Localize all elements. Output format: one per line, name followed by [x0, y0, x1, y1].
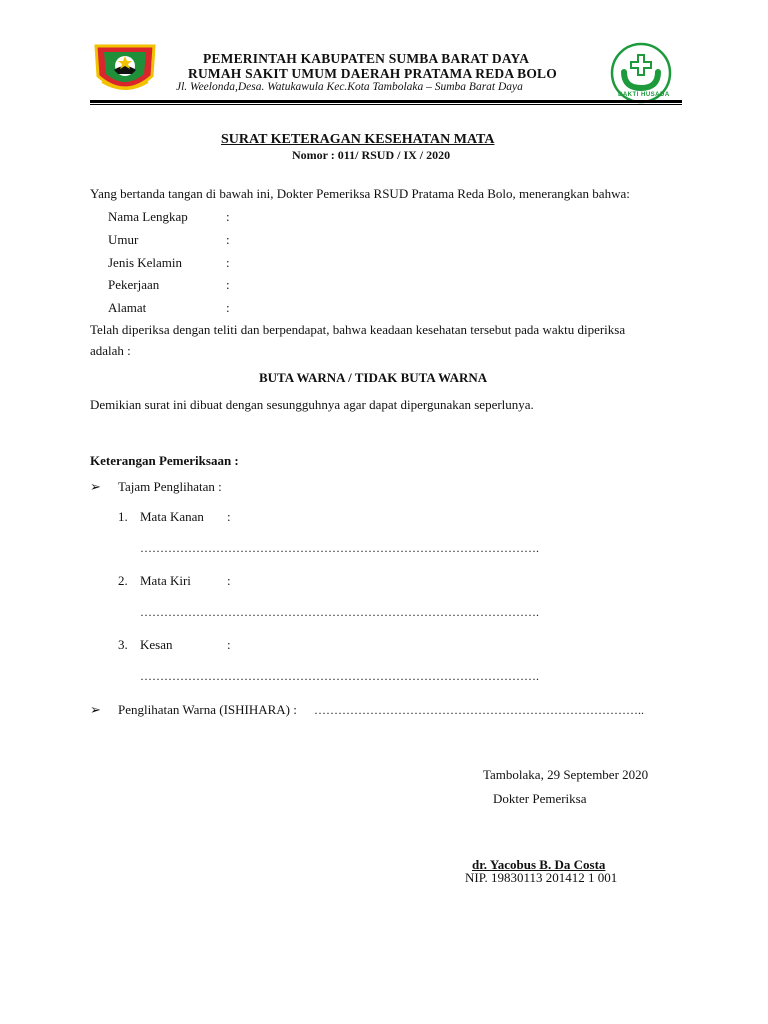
field-sep-gender: : — [226, 255, 230, 270]
field-sep-age: : — [226, 232, 230, 247]
bullet-acuity: ➢ — [90, 479, 101, 494]
bakti-husada-logo — [610, 42, 672, 104]
acuity-num-1: 1. — [118, 509, 128, 524]
place-date: Tambolaka, 29 September 2020 — [483, 767, 649, 782]
exam-heading: Keterangan Pemeriksaan : — [90, 453, 239, 468]
intro-text: Yang bertanda tangan di bawah ini, Dokter Pemeriksa RSUD Pratama Reda Bolo, menerangkan bahwa: — [90, 186, 630, 201]
field-sep-address: : — [226, 300, 230, 315]
acuity-label-impression: Kesan — [140, 637, 173, 652]
header-hospital: RUMAH SAKIT UMUM DAERAH PRATAMA REDA BOLO — [188, 66, 557, 81]
field-label-gender: Jenis Kelamin — [108, 255, 183, 270]
bullet-color-vision: ➢ — [90, 702, 101, 717]
field-label-age: Umur — [108, 232, 139, 247]
header-address: Jl. Weelonda,Desa. Watukawula Kec.Kota Tambolaka – Sumba Barat Daya — [176, 81, 523, 93]
field-sep-name: : — [226, 209, 230, 224]
closing-text: Demikian surat ini dibuat dengan sesungguhnya agar dapat dipergunakan seperlunya. — [90, 397, 534, 412]
document-number: Nomor : 011/ RSUD / IX / 2020 — [292, 148, 451, 162]
field-label-name: Nama Lengkap — [108, 209, 188, 224]
document-title: SURAT KETERAGAN KESEHATAN MATA — [221, 132, 495, 147]
acuity-sep-3: : — [227, 637, 231, 652]
header-government: PEMERINTAH KABUPATEN SUMBA BARAT DAYA — [203, 51, 530, 66]
dots-color-vision: ……………………………………………………………………….. — [314, 703, 644, 717]
signer-name: dr. Yacobus B. Da Costa — [472, 857, 606, 872]
field-label-address: Alamat — [108, 300, 147, 315]
result-text: BUTA WARNA / TIDAK BUTA WARNA — [259, 370, 488, 385]
dots-left-eye: ………………………………………………………………………………………. — [140, 605, 539, 619]
dots-right-eye: ………………………………………………………………………………………. — [140, 541, 539, 555]
acuity-label-left-eye: Mata Kiri — [140, 573, 191, 588]
header-rule-thin — [90, 104, 682, 105]
dots-impression: ………………………………………………………………………………………. — [140, 669, 539, 683]
signer-role: Dokter Pemeriksa — [493, 791, 587, 806]
acuity-label-right-eye: Mata Kanan — [140, 509, 204, 524]
field-sep-occupation: : — [226, 277, 230, 292]
statement-line-1: Telah diperiksa dengan teliti dan berpendapat, bahwa keadaan kesehatan tersebut pada waktu diperiksa — [90, 322, 626, 337]
statement-line-2: adalah : — [90, 343, 131, 358]
regency-shield-icon — [92, 42, 158, 98]
acuity-sep-1: : — [227, 509, 231, 524]
signer-nip: NIP. 19830113 201412 1 001 — [465, 870, 618, 885]
bakti-husada-text: BAKTI HUSADA — [618, 92, 670, 98]
acuity-num-2: 2. — [118, 573, 128, 588]
acuity-label: Tajam Penglihatan : — [118, 479, 222, 494]
regency-logo — [92, 42, 158, 98]
acuity-sep-2: : — [227, 573, 231, 588]
field-label-occupation: Pekerjaan — [108, 277, 160, 292]
header-rule-thick — [90, 100, 682, 103]
color-vision-label: Penglihatan Warna (ISHIHARA) : — [118, 702, 297, 717]
acuity-num-3: 3. — [118, 637, 128, 652]
